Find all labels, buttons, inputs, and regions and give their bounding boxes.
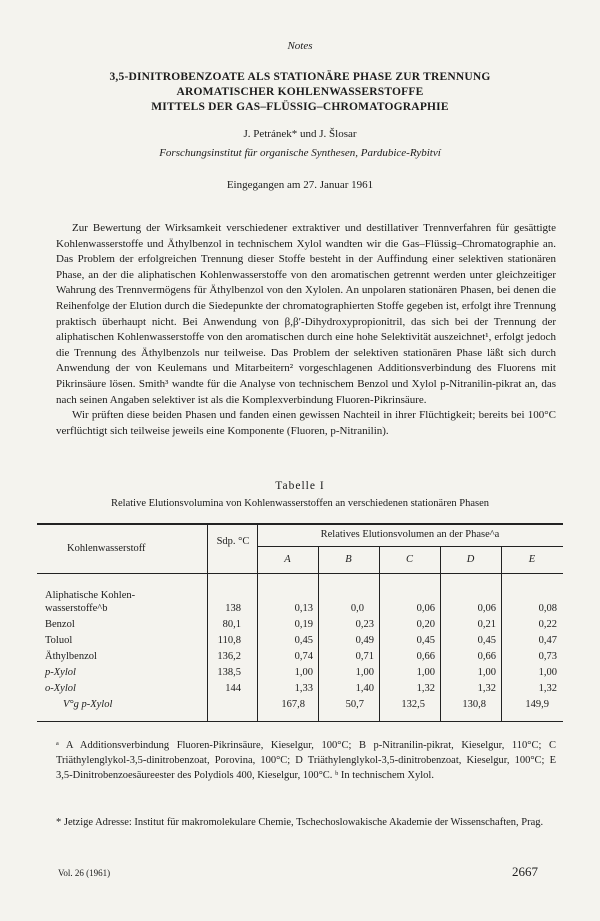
institute: Forschungsinstitut für organische Synthesen, Pardubice-Rybitví xyxy=(159,147,441,159)
row-val: 0,45 xyxy=(416,635,435,646)
table-vline-5 xyxy=(440,546,441,721)
row-val: 0,66 xyxy=(477,651,496,662)
table-group-rule xyxy=(257,546,563,547)
table-subtitle: Relative Elutionsvolumina von Kohlenwasserstoffen an verschiedenen stationären Phasen xyxy=(111,498,489,509)
header-phase-group: Relatives Elutionsvolumen an der Phase^a xyxy=(320,529,500,540)
row-val: 50,7 xyxy=(345,699,364,710)
table-caption: Tabelle I xyxy=(275,480,325,492)
row-val: 0,21 xyxy=(477,619,496,630)
article-title xyxy=(40,70,560,115)
row-bp: 144 xyxy=(225,683,241,694)
row-val: 0,66 xyxy=(416,651,435,662)
row-val: 0,20 xyxy=(416,619,435,630)
row-name: o-Xylol xyxy=(45,683,76,694)
title-line-3: MITTELS DER GAS–FLÜSSIG–CHROMATOGRAPHIE xyxy=(151,101,449,113)
row-name: Benzol xyxy=(45,619,75,630)
row-val: 132,5 xyxy=(401,699,425,710)
row-val: 1,33 xyxy=(294,683,313,694)
title-line-1: 3,5-DINITROBENZOATE ALS STATIONÄRE PHASE ZUR TRENNUNG xyxy=(109,71,491,83)
row-val: 0,71 xyxy=(355,651,374,662)
row-val: 1,00 xyxy=(294,667,313,678)
row-val: 0,49 xyxy=(355,635,374,646)
table-bottom-rule xyxy=(37,721,563,722)
row-bp: 80,1 xyxy=(222,619,241,630)
table-top-rule xyxy=(37,523,563,525)
page-number: 2667 xyxy=(512,864,538,879)
paragraph-1: Zur Bewertung der Wirksamkeit verschiedener extraktiver und destillativer Trennverfahren für gesättigte Kohlenwasserstoffe und Äthylbenzol in technischem Xylol wandten wir die Gas–Flüssig–Chromatographie an. Das Problem der erfolgreichen Trennung dieser Stoffe besteht in der Auffindung einer selektiven stationären Phase, an der die aliphatischen Kohlenwasserstoffe von den aromatischen getrennt werden unter gleichzeitiger Wahrung des Trennvermögens für Äthylbenzol von den Xylolen. An unpolaren stationären Phasen, bei denen die Reihenfolge der Elution durch die Siedepunkte der chromatographierten Stoffe gegeben ist, erfolgt ihre Trennung praktisch überhaupt nicht. Bei Anwendung von β,β′-Dihydroxypropionitril, das sich bei der Trennung der aliphatischen Kohlenwasserstoffe von den aromatischen durch eine hohe Selektivität auszeichnet¹, erfolgt jedoch die Trennung des Äthylbenzols nur teilweise. Das Problem der selektiven stationären Phase läßt sich durch Anwendung der von Keulemans und Mitarbeitern² vorgeschlagenen Additionsverbindung des Fluorens mit Pikrinsäure lösen. Smith³ wandte für die Analyse von technischem Benzol und Xylol p-Nitranilin-pikrat an, das nach seinen Angaben selektiver ist als die Komplexverbindung Fluoren-Pikrinsäure. xyxy=(56,222,556,406)
authors: J. Petránek* und J. Šlosar xyxy=(243,128,357,140)
row-val: 1,32 xyxy=(477,683,496,694)
row-val: 0,06 xyxy=(416,603,435,614)
row-name: Toluol xyxy=(45,635,73,646)
row-name: Aliphatische Kohlen- wasserstoffe^b xyxy=(45,590,136,614)
row-val: 0,08 xyxy=(538,603,557,614)
row-val: 1,00 xyxy=(477,667,496,678)
header-bp: Sdp. °C xyxy=(216,536,250,547)
table-vline-3 xyxy=(318,546,319,721)
row-bp: 136,2 xyxy=(217,651,241,662)
row-bp: 138 xyxy=(225,603,241,614)
row-name: V°g p-Xylol xyxy=(63,699,113,710)
row-val: 1,40 xyxy=(355,683,374,694)
row-val: 0,0 xyxy=(350,603,364,614)
header-compound: Kohlenwasserstoff xyxy=(67,543,146,554)
paragraph-2: Wir prüften diese beiden Phasen und fanden einen gewissen Nachteil in ihrer Flüchtigkeit; bereits bei 100°C verflüchtigt sich teilweise jeweils eine Komponente (Fluoren, p-Nitranilin). xyxy=(56,409,556,437)
row-val: 0,45 xyxy=(477,635,496,646)
received-date: Eingegangen am 27. Januar 1961 xyxy=(226,179,374,191)
row-val: 0,23 xyxy=(355,619,374,630)
row-bp: 138,5 xyxy=(217,667,241,678)
title-line-2: AROMATISCHER KOHLENWASSERSTOFFE xyxy=(176,86,424,98)
row-val: 167,8 xyxy=(281,699,305,710)
address-footnote: * Jetzige Adresse: Institut für makromolekulare Chemie, Tschechoslowakische Akademie der Wissenschaften, Prag. xyxy=(56,817,544,828)
row-val: 0,13 xyxy=(294,603,313,614)
header-phase-c: C xyxy=(405,554,413,565)
row-val: 0,45 xyxy=(294,635,313,646)
row-val: 1,32 xyxy=(538,683,557,694)
row-val: 0,22 xyxy=(538,619,557,630)
data-table xyxy=(37,517,563,727)
table-header-rule xyxy=(37,573,563,574)
row-val: 0,06 xyxy=(477,603,496,614)
row-val: 0,19 xyxy=(294,619,313,630)
row-name: Äthylbenzol xyxy=(45,651,97,662)
row-val: 1,00 xyxy=(355,667,374,678)
row-val: 1,32 xyxy=(416,683,435,694)
row-val: 130,8 xyxy=(462,699,486,710)
row-val: 0,73 xyxy=(538,651,557,662)
row-bp: 110,8 xyxy=(217,635,241,646)
table-footnote: ᵃ A Additionsverbindung Fluoren-Pikrinsäure, Kieselgur, 100°C; B p-Nitranilin-pikrat, Kieselgur, 110°C; C Triäthylenglykol-3,5-dinitrobenzoat, Porovina, 100°C; D Triäthylenglykol-3,5-dinitrobenzoat, Kieselgur, 100°C; E 3,5-Dinitrobenzoesäureester des Polydiols 400, Kieselgur, 100°C. ᵇ In technischem Xylol. xyxy=(56,740,556,781)
row-name: p-Xylol xyxy=(45,667,76,678)
row-val: 1,00 xyxy=(538,667,557,678)
body-text xyxy=(56,221,556,439)
row-val: 0,74 xyxy=(294,651,313,662)
header-phase-a: A xyxy=(284,554,291,565)
row-val: 149,9 xyxy=(525,699,549,710)
header-phase-d: D xyxy=(466,554,475,565)
running-header: Notes xyxy=(287,40,313,52)
volume-info: Vol. 26 (1961) xyxy=(58,868,111,878)
row-val: 1,00 xyxy=(416,667,435,678)
table-vline-1 xyxy=(207,523,208,721)
table-vline-4 xyxy=(379,546,380,721)
row-val: 0,47 xyxy=(538,635,557,646)
table-vline-6 xyxy=(501,546,502,721)
header-phase-e: E xyxy=(528,554,536,565)
header-phase-b: B xyxy=(345,554,352,565)
